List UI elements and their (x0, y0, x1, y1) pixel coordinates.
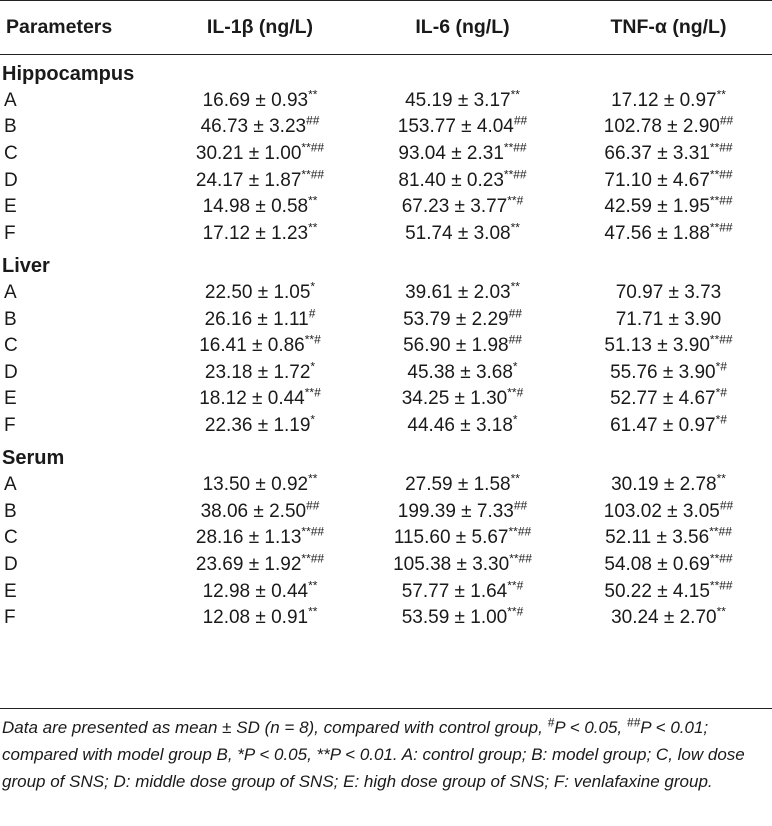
section-row (0, 439, 772, 472)
row-label: D (4, 361, 18, 383)
header-tnf: TNF-α (ng/L) (565, 1, 772, 55)
cell-tnf (565, 472, 772, 499)
significance-mark: * (512, 412, 518, 427)
cell-value: 39.61 ± 2.03 (405, 282, 511, 304)
significance-mark: # (308, 306, 316, 321)
cell-il1b (160, 413, 360, 440)
cell-il1b (160, 386, 360, 413)
cell-il1b (160, 167, 360, 194)
row-label: C (4, 527, 18, 549)
table-row (0, 552, 772, 579)
significance-mark: ** (510, 471, 520, 486)
significance-mark: **# (304, 332, 321, 347)
significance-mark: **## (503, 167, 527, 182)
row-label: A (4, 89, 17, 111)
cell-il1b (160, 552, 360, 579)
significance-mark: *# (715, 412, 727, 427)
cell-il6 (360, 578, 565, 605)
footnote-sup-2: ## (626, 715, 641, 730)
cell-value: 153.77 ± 4.04 (397, 116, 514, 138)
cell-il6 (360, 114, 565, 141)
cell-value: 102.78 ± 2.90 (603, 116, 720, 138)
cell-tnf (565, 578, 772, 605)
significance-mark: ## (306, 498, 320, 513)
cell-il6 (360, 472, 565, 499)
cell-value: 70.97 ± 3.73 (615, 282, 722, 304)
cell-value: 51.13 ± 3.90 (604, 335, 710, 357)
cell-value: 66.37 ± 3.31 (604, 143, 710, 165)
significance-mark: ** (308, 87, 318, 102)
cell-il6 (360, 413, 565, 440)
cell-value: 93.04 ± 2.31 (398, 143, 504, 165)
cell-value: 46.73 ± 3.23 (200, 116, 307, 138)
significance-mark: **## (709, 525, 732, 540)
cell-il6 (360, 194, 565, 221)
cell-tnf (565, 333, 772, 360)
row-label: D (4, 553, 18, 575)
significance-mark: *# (715, 359, 727, 374)
significance-mark: **# (304, 386, 321, 401)
header-il6: IL-6 (ng/L) (360, 1, 565, 55)
cell-il6 (360, 605, 565, 632)
significance-mark: ## (513, 498, 528, 513)
row-label: E (4, 196, 17, 218)
cell-value: 30.19 ± 2.78 (611, 474, 717, 496)
cell-tnf (565, 552, 772, 579)
cell-il1b (160, 141, 360, 168)
header-parameters: Parameters (0, 1, 160, 55)
footnote-sup-1: # (547, 715, 555, 730)
significance-mark: **# (507, 604, 524, 619)
row-label: B (4, 500, 17, 522)
footnote-text-1: Data are presented as mean ± SD (n = 8), compared with control group, (2, 718, 548, 737)
cell-value: 71.71 ± 3.90 (615, 308, 722, 330)
row-label: C (4, 143, 18, 165)
cell-il6 (360, 88, 565, 115)
row-label: A (4, 474, 17, 496)
row-label: F (4, 607, 16, 629)
significance-mark: **# (507, 386, 524, 401)
significance-mark: **## (301, 525, 325, 540)
cell-value: 14.98 ± 0.58 (202, 196, 309, 218)
cell-value: 44.46 ± 3.18 (407, 415, 513, 437)
table-row (0, 221, 772, 248)
section-row (0, 247, 772, 280)
cell-il6 (360, 525, 565, 552)
cell-tnf (565, 141, 772, 168)
cell-tnf (565, 114, 772, 141)
cell-value: 55.76 ± 3.90 (610, 361, 716, 383)
cell-value: 38.06 ± 2.50 (200, 500, 307, 522)
cell-value: 34.25 ± 1.30 (401, 388, 508, 410)
significance-mark: **## (709, 167, 733, 182)
cell-il1b (160, 280, 360, 307)
table-row (0, 386, 772, 413)
cell-value: 56.90 ± 1.98 (403, 335, 509, 357)
cell-tnf (565, 280, 772, 307)
cell-value: 12.98 ± 0.44 (202, 580, 309, 602)
cell-tnf (565, 499, 772, 526)
cell-value: 30.21 ± 1.00 (195, 143, 302, 165)
row-label: B (4, 308, 17, 330)
significance-mark: ## (508, 332, 522, 347)
cell-il1b (160, 221, 360, 248)
significance-mark: ## (513, 114, 528, 129)
table-row (0, 280, 772, 307)
cell-tnf (565, 167, 772, 194)
significance-mark: ** (308, 471, 318, 486)
cell-value: 54.08 ± 0.69 (604, 553, 710, 575)
cell-value: 24.17 ± 1.87 (195, 169, 302, 191)
significance-mark: ## (719, 114, 734, 129)
section-title: Hippocampus (2, 62, 135, 85)
cell-il6 (360, 306, 565, 333)
cell-il1b (160, 499, 360, 526)
cell-il1b (160, 114, 360, 141)
cell-il6 (360, 221, 565, 248)
cell-tnf (565, 605, 772, 632)
cell-il6 (360, 386, 565, 413)
table-row (0, 306, 772, 333)
cell-value: 52.11 ± 3.56 (605, 527, 710, 549)
significance-mark: ## (719, 498, 734, 513)
significance-mark: ** (716, 471, 726, 486)
significance-mark: ** (716, 87, 726, 102)
significance-mark: **## (503, 140, 527, 155)
cell-value: 103.02 ± 3.05 (603, 500, 720, 522)
significance-mark: **## (301, 140, 325, 155)
significance-mark: **## (709, 332, 733, 347)
row-label: C (4, 335, 18, 357)
cell-il1b (160, 578, 360, 605)
cell-value: 28.16 ± 1.13 (195, 527, 302, 549)
significance-mark: **## (509, 551, 532, 566)
cell-value: 52.77 ± 4.67 (610, 388, 716, 410)
cell-tnf (565, 194, 772, 221)
cell-il1b (160, 605, 360, 632)
row-label: F (4, 222, 16, 244)
significance-mark: **# (507, 578, 524, 593)
cell-il6 (360, 141, 565, 168)
cell-value: 81.40 ± 0.23 (398, 169, 504, 191)
cell-value: 13.50 ± 0.92 (202, 474, 309, 496)
row-label: E (4, 580, 17, 602)
significance-mark: **## (709, 578, 733, 593)
row-label: D (4, 169, 18, 191)
cell-value: 23.18 ± 1.72 (204, 361, 311, 383)
significance-mark: **# (507, 193, 524, 208)
cell-value: 61.47 ± 0.97 (610, 415, 716, 437)
row-label: F (4, 415, 16, 437)
significance-mark: ** (308, 193, 318, 208)
table-row (0, 114, 772, 141)
significance-mark: * (310, 279, 316, 294)
cell-il1b (160, 333, 360, 360)
cell-value: 105.38 ± 3.30 (393, 553, 510, 575)
cell-value: 115.60 ± 5.67 (393, 527, 509, 549)
cell-value: 17.12 ± 1.23 (202, 222, 309, 244)
cell-value: 45.19 ± 3.17 (405, 89, 511, 111)
table-row (0, 194, 772, 221)
footnote-divider (0, 708, 772, 709)
footnote-text-2: P < 0.05, (554, 718, 627, 737)
cell-tnf (565, 413, 772, 440)
section-title: Liver (2, 254, 50, 277)
table-row (0, 472, 772, 499)
significance-mark: *# (715, 386, 727, 401)
significance-mark: * (512, 359, 518, 374)
significance-mark: ** (716, 604, 726, 619)
cell-value: 12.08 ± 0.91 (202, 607, 309, 629)
cell-tnf (565, 386, 772, 413)
cell-value: 22.36 ± 1.19 (204, 415, 311, 437)
significance-mark: **## (709, 551, 733, 566)
significance-mark: ** (510, 279, 520, 294)
cell-il1b (160, 88, 360, 115)
section-title: Serum (2, 447, 65, 470)
cell-il6 (360, 167, 565, 194)
row-label: E (4, 388, 17, 410)
cell-value: 23.69 ± 1.92 (195, 553, 302, 575)
cell-value: 22.50 ± 1.05 (204, 282, 311, 304)
significance-mark: ** (510, 220, 520, 235)
cell-value: 53.59 ± 1.00 (401, 607, 508, 629)
significance-mark: **## (709, 193, 733, 208)
table-row (0, 167, 772, 194)
cell-il6 (360, 552, 565, 579)
footnote (2, 714, 770, 795)
significance-mark: ## (508, 306, 522, 321)
cell-il1b (160, 525, 360, 552)
table-row (0, 605, 772, 632)
significance-mark: ** (510, 87, 520, 102)
table-row (0, 333, 772, 360)
footnote-text-3: P < 0.01; compared with model group B, *P < 0.05, **P < 0.01. A: control group; B: model group; C, low dose group of SNS; D: middle dose group of SNS; E: high dose group of SNS; F: venlafaxine group. (2, 718, 745, 791)
significance-mark: **## (709, 140, 733, 155)
cell-value: 47.56 ± 1.88 (604, 222, 710, 244)
cell-il1b (160, 194, 360, 221)
cell-il6 (360, 280, 565, 307)
significance-mark: ** (308, 220, 318, 235)
cell-value: 71.10 ± 4.67 (604, 169, 710, 191)
table-row (0, 141, 772, 168)
table-row (0, 88, 772, 115)
table-row (0, 360, 772, 387)
header-il1b: IL-1β (ng/L) (160, 1, 360, 55)
significance-mark: ## (306, 114, 320, 129)
cell-value: 45.38 ± 3.68 (407, 361, 513, 383)
table-header (0, 1, 772, 55)
table-row (0, 499, 772, 526)
cell-value: 18.12 ± 0.44 (199, 388, 305, 410)
cell-tnf (565, 221, 772, 248)
row-label: B (4, 116, 17, 138)
table-row (0, 578, 772, 605)
cell-tnf (565, 88, 772, 115)
cell-value: 50.22 ± 4.15 (604, 580, 710, 602)
significance-mark: ** (308, 604, 318, 619)
cell-value: 16.41 ± 0.86 (199, 335, 305, 357)
cell-il6 (360, 333, 565, 360)
row-label: A (4, 282, 17, 304)
significance-mark: **## (709, 220, 733, 235)
cell-tnf (565, 306, 772, 333)
cell-value: 16.69 ± 0.93 (202, 89, 309, 111)
cell-il6 (360, 360, 565, 387)
cell-il1b (160, 360, 360, 387)
cell-value: 67.23 ± 3.77 (401, 196, 508, 218)
significance-mark: * (310, 412, 316, 427)
cell-il6 (360, 499, 565, 526)
significance-mark: ** (308, 578, 318, 593)
table-body (0, 55, 772, 632)
cell-value: 199.39 ± 7.33 (397, 500, 514, 522)
cell-value: 51.74 ± 3.08 (405, 222, 511, 244)
cell-tnf (565, 525, 772, 552)
cell-il1b (160, 306, 360, 333)
cell-value: 30.24 ± 2.70 (611, 607, 717, 629)
significance-mark: **## (301, 551, 325, 566)
cell-value: 57.77 ± 1.64 (401, 580, 508, 602)
cell-il1b (160, 472, 360, 499)
cell-value: 17.12 ± 0.97 (611, 89, 717, 111)
significance-mark: **## (508, 525, 532, 540)
cell-value: 53.79 ± 2.29 (403, 308, 509, 330)
cell-value: 42.59 ± 1.95 (604, 196, 710, 218)
section-row (0, 55, 772, 88)
cell-tnf (565, 360, 772, 387)
significance-mark: * (310, 359, 316, 374)
cell-value: 26.16 ± 1.11 (204, 308, 309, 330)
table-row (0, 413, 772, 440)
cell-value: 27.59 ± 1.58 (405, 474, 511, 496)
significance-mark: **## (301, 167, 325, 182)
table-row (0, 525, 772, 552)
